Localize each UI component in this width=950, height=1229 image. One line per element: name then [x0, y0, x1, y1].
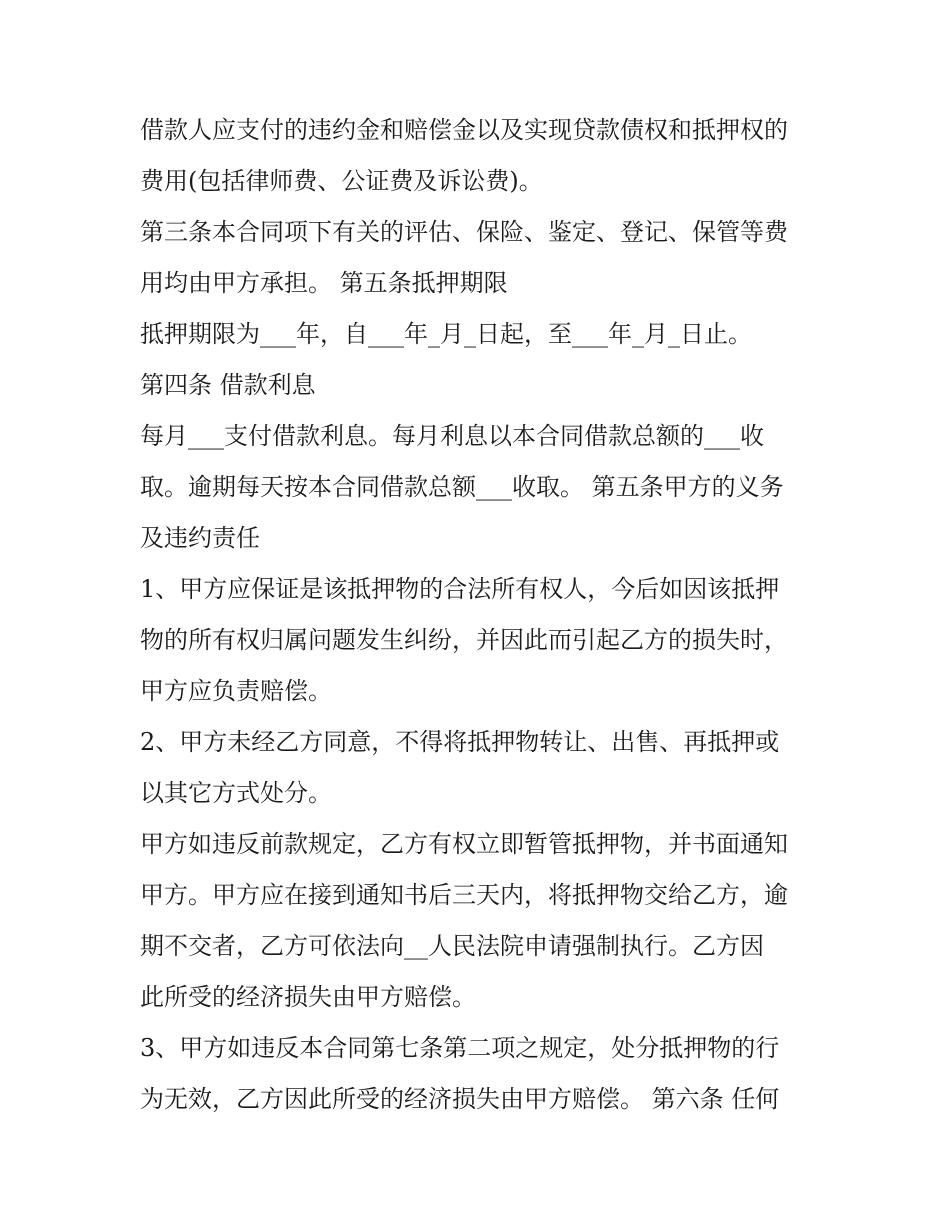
text-line: 抵押期限为___年，自___年_月_日起，至___年_月_日止。 — [140, 320, 752, 348]
contract-text — [140, 105, 820, 1125]
text-line: 取。逾期每天按本合同借款总额___收取。 第五条甲方的义务 — [140, 473, 784, 501]
text-line: 甲方。甲方应在接到通知书后三天内，将抵押物交给乙方，逾 — [140, 881, 788, 909]
text-line: 甲方如违反前款规定，乙方有权立即暂管抵押物，并书面通知 — [140, 830, 788, 858]
text-line: 为无效，乙方因此所受的经济损失由甲方赔偿。 第六条 任何 — [140, 1085, 780, 1113]
text-line: 物的所有权归属问题发生纠纷，并因此而引起乙方的损失时， — [140, 626, 788, 654]
text-line: 费用(包括律师费、公证费及诉讼费)。 — [140, 167, 543, 195]
text-line: 每月___支付借款利息。每月利息以本合同借款总额的___收 — [140, 422, 764, 450]
text-line: 3、甲方如违反本合同第七条第二项之规定，处分抵押物的行 — [140, 1034, 780, 1062]
text-line: 第四条 借款利息 — [140, 371, 316, 399]
text-line: 借款人应支付的违约金和赔偿金以及实现贷款债权和抵押权的 — [140, 116, 788, 144]
text-line: 用均由甲方承担。 第五条抵押期限 — [140, 269, 508, 297]
text-line: 2、甲方未经乙方同意，不得将抵押物转让、出售、再抵押或 — [140, 728, 780, 756]
text-line: 1、甲方应保证是该抵押物的合法所有权人，今后如因该抵押 — [140, 575, 780, 603]
text-line: 甲方应负责赔偿。 — [140, 677, 332, 705]
text-line: 第三条本合同项下有关的评估、保险、鉴定、登记、保管等费 — [140, 218, 788, 246]
text-line: 及违约责任 — [140, 524, 260, 552]
text-line: 此所受的经济损失由甲方赔偿。 — [140, 983, 476, 1011]
text-line: 期不交者，乙方可依法向__人民法院申请强制执行。乙方因 — [140, 932, 764, 960]
text-line: 以其它方式处分。 — [140, 779, 332, 807]
